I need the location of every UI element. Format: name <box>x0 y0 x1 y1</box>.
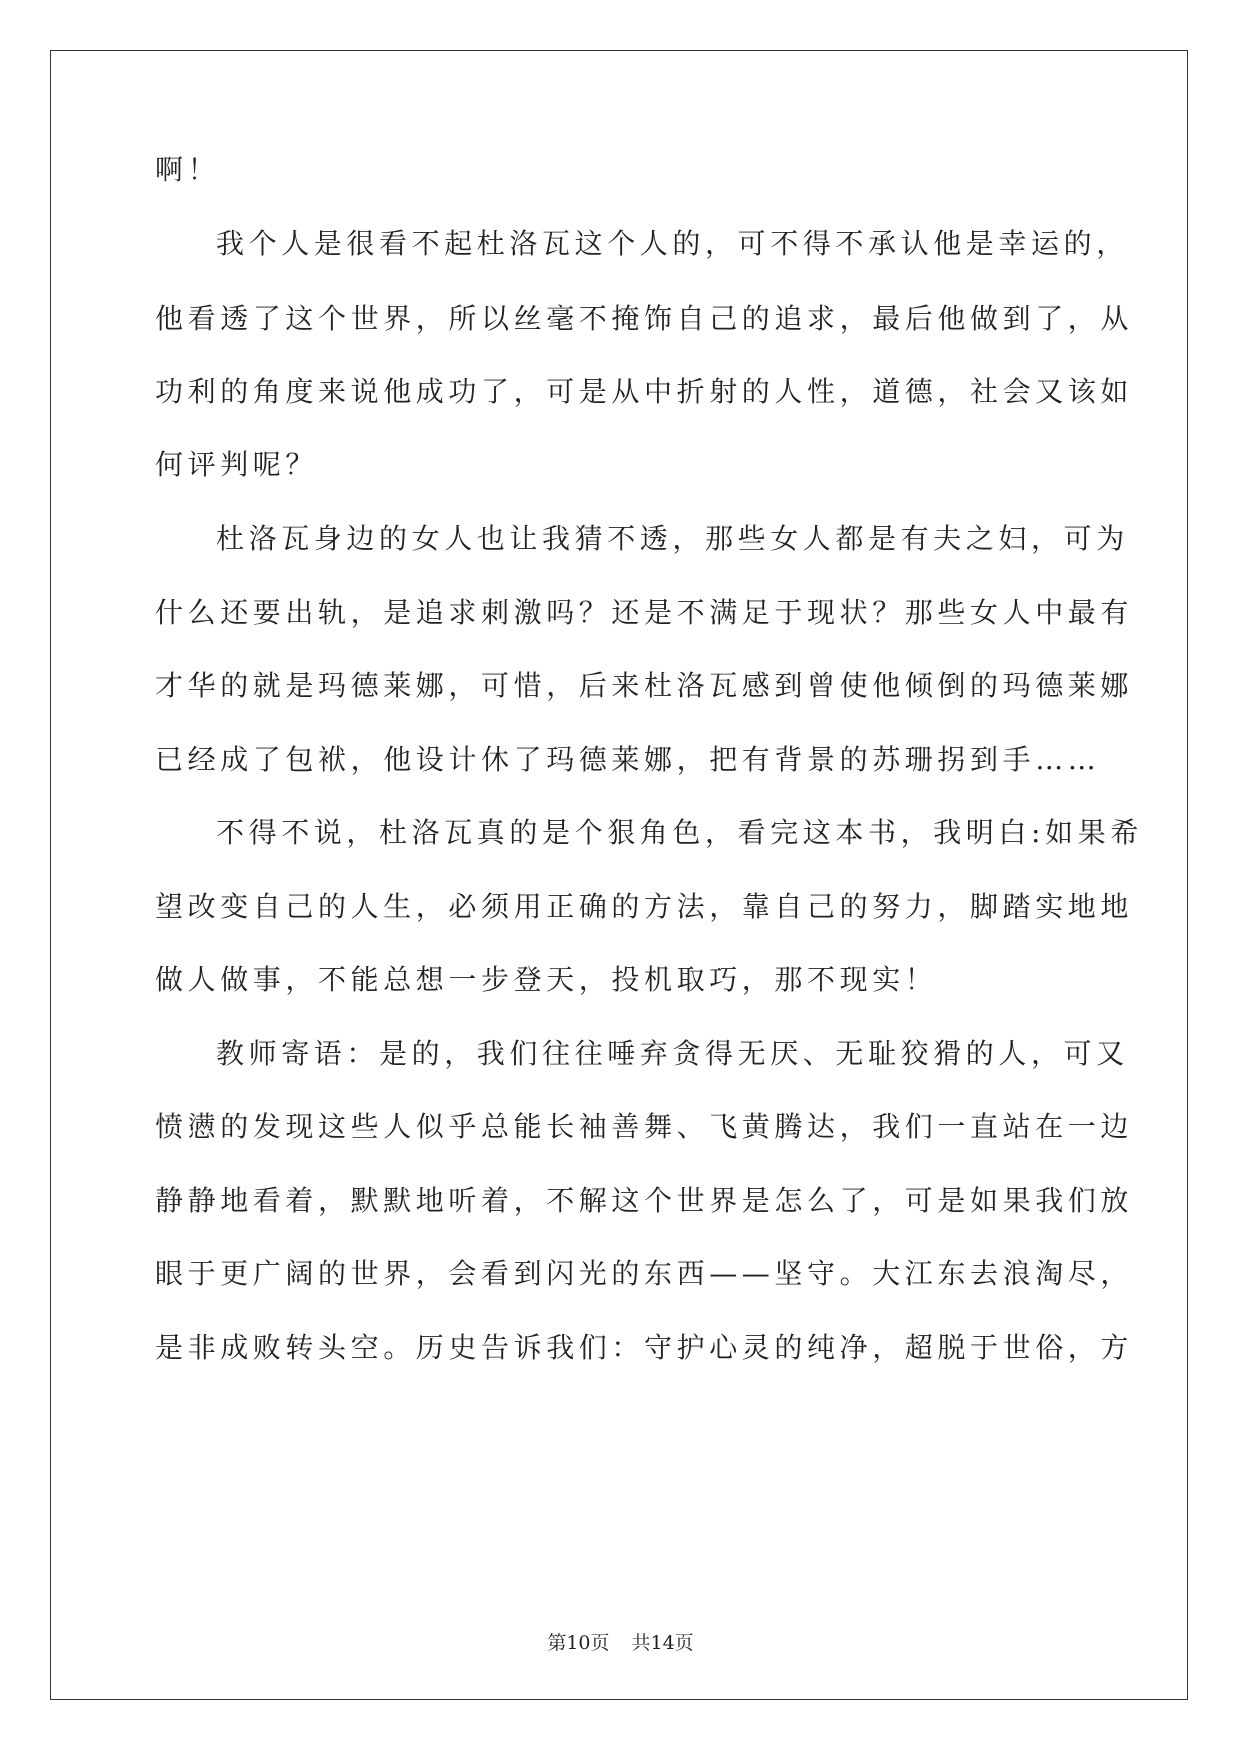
paragraph-first-line: 不得不说，杜洛瓦真的是个狠角色，看完这本书，我明白:如果希 <box>216 816 1143 849</box>
paragraph-first-line: 我个人是很看不起杜洛瓦这个人的，可不得不承认他是幸运的， <box>216 227 1129 260</box>
paragraph-first-line: 杜洛瓦身边的女人也让我猜不透，那些女人都是有夫之妇，可为 <box>216 522 1129 555</box>
paragraph-first-line: 教师寄语：是的，我们往往唾弃贪得无厌、无耻狡猾的人，可又 <box>216 1037 1129 1070</box>
text-line: 何评判呢？ <box>155 448 319 481</box>
page-footer <box>0 1631 1241 1655</box>
text-line: 功利的角度来说他成功了，可是从中折射的人性，道德，社会又该如 <box>155 375 1134 408</box>
text-line: 是非成败转头空。历史告诉我们：守护心灵的纯净，超脱于世俗，方 <box>155 1331 1134 1364</box>
text-line: 静静地看着，默默地听着，不解这个世界是怎么了，可是如果我们放 <box>155 1184 1134 1217</box>
text-line: 什么还要出轨，是追求刺激吗？还是不满足于现状？那些女人中最有 <box>155 596 1134 629</box>
text-line: 眼于更广阔的世界，会看到闪光的东西——坚守。大江东去浪淘尽， <box>155 1257 1134 1290</box>
text-line: 已经成了包袱，他设计休了玛德莱娜，把有背景的苏珊拐到手…… <box>155 743 1101 776</box>
text-line: 愤懑的发现这些人似乎总能长袖善舞、飞黄腾达，我们一直站在一边 <box>155 1110 1134 1143</box>
text-line: 才华的就是玛德莱娜，可惜，后来杜洛瓦感到曾使他倾倒的玛德莱娜 <box>155 669 1134 702</box>
text-line: 啊！ <box>155 153 221 186</box>
text-line: 望改变自己的人生，必须用正确的方法，靠自己的努力，脚踏实地地 <box>155 890 1134 923</box>
text-line: 他看透了这个世界，所以丝毫不掩饰自己的追求，最后他做到了，从 <box>155 302 1134 335</box>
total-pages-label: 共14页 <box>631 1632 694 1654</box>
text-line: 做人做事，不能总想一步登天，投机取巧，那不现实！ <box>155 963 938 996</box>
current-page-label: 第10页 <box>547 1632 610 1654</box>
page-border <box>50 50 1188 1700</box>
